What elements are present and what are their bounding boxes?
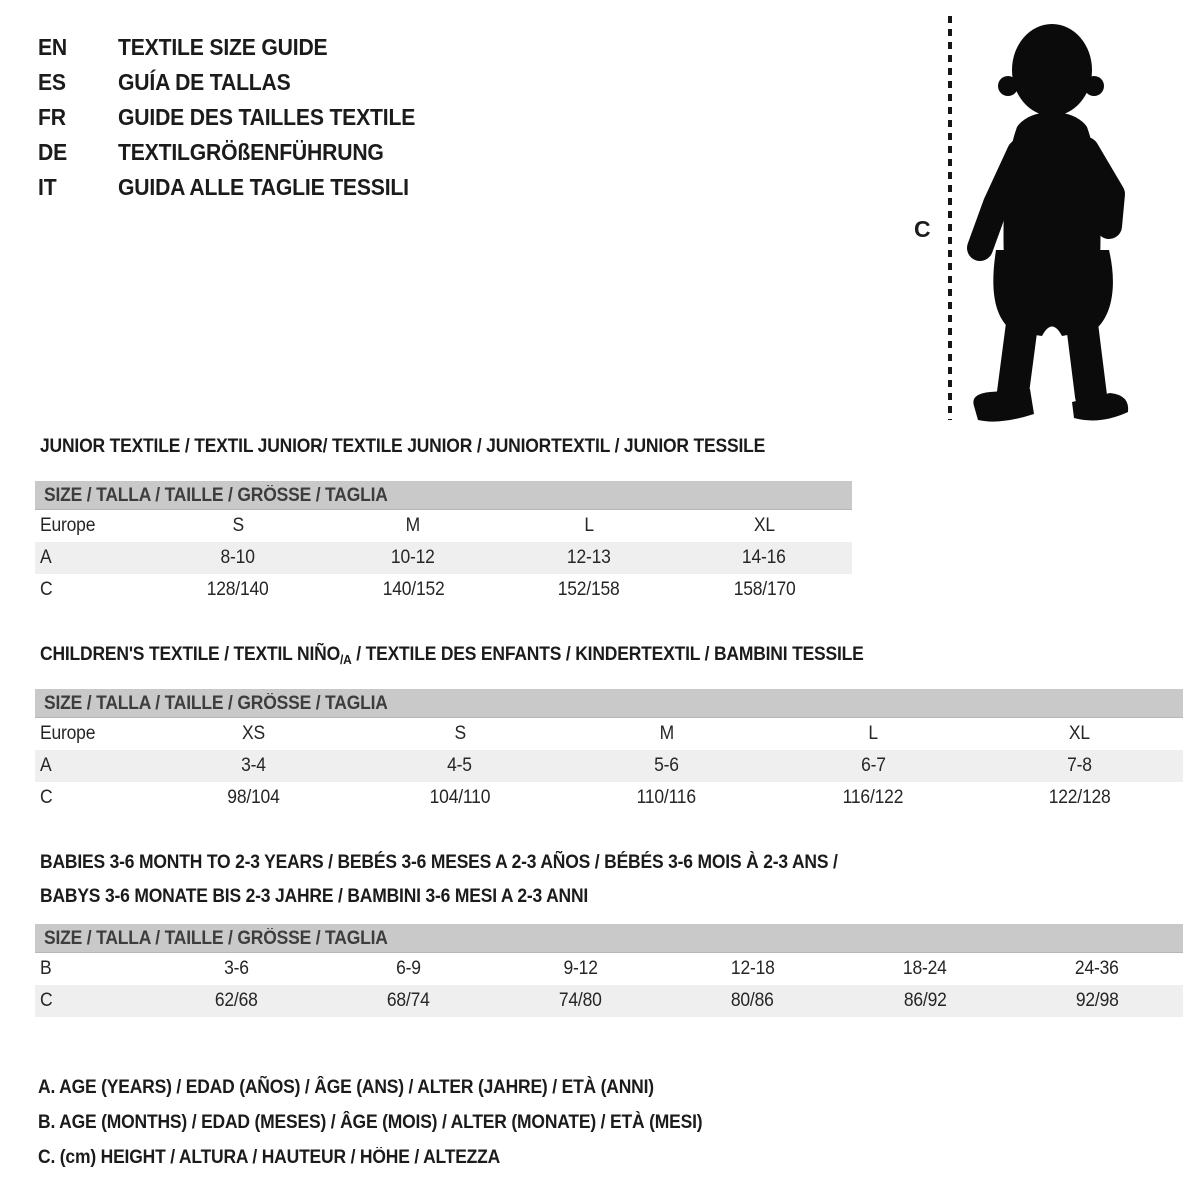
table-cell bbox=[1011, 985, 1183, 1017]
row-label: Europe bbox=[40, 723, 96, 744]
table-cell bbox=[326, 542, 502, 574]
cell-value: 140/152 bbox=[382, 579, 445, 600]
language-title: GUIDE DES TAILLES TEXTILE bbox=[118, 104, 416, 130]
table-cell bbox=[563, 718, 770, 750]
row-label-cell bbox=[35, 718, 150, 750]
cell-value: 110/116 bbox=[636, 787, 697, 808]
language-row bbox=[38, 170, 441, 205]
cell-value: 152/158 bbox=[557, 579, 620, 600]
cell-value: 122/128 bbox=[1048, 787, 1111, 808]
table-row bbox=[35, 542, 852, 574]
language-title: TEXTILE SIZE GUIDE bbox=[118, 34, 328, 60]
size-table bbox=[35, 924, 1183, 1017]
table-cell bbox=[976, 782, 1183, 814]
size-table bbox=[35, 689, 1183, 814]
row-label-cell bbox=[35, 782, 150, 814]
legend-text: C. (cm) HEIGHT / ALTURA / HAUTEUR / HÖHE / ALTEZZA bbox=[38, 1147, 501, 1168]
cell-value: 5-6 bbox=[654, 755, 679, 776]
section-title-line bbox=[40, 436, 852, 457]
table-row bbox=[35, 574, 852, 606]
cell-value: 9-12 bbox=[563, 958, 598, 979]
table-cell bbox=[667, 985, 839, 1017]
section-title-line bbox=[40, 880, 1183, 914]
toddler-head bbox=[1012, 24, 1092, 116]
table-cell bbox=[150, 574, 326, 606]
cell-value: 10-12 bbox=[391, 547, 436, 568]
language-row bbox=[38, 65, 441, 100]
table-cell bbox=[976, 718, 1183, 750]
cell-value: L bbox=[583, 515, 594, 536]
table-cell bbox=[677, 510, 853, 542]
table-cell bbox=[326, 574, 502, 606]
table-row bbox=[35, 718, 1183, 750]
height-measure-dashed-line bbox=[948, 16, 952, 420]
language-title: TEXTILGRÖßENFÜHRUNG bbox=[118, 139, 384, 165]
row-label-cell bbox=[35, 542, 150, 574]
section-title-line bbox=[40, 846, 1183, 880]
table-cell bbox=[326, 510, 502, 542]
size-header-text: SIZE / TALLA / TAILLE / GRÖSSE / TAGLIA bbox=[44, 693, 388, 714]
size-header-bar bbox=[35, 481, 852, 510]
table-cell bbox=[150, 985, 322, 1017]
cell-value: 68/74 bbox=[386, 990, 430, 1011]
language-code: FR bbox=[38, 104, 66, 130]
table-row bbox=[35, 985, 1183, 1017]
table-cell bbox=[1011, 953, 1183, 985]
table-cell bbox=[667, 953, 839, 985]
size-header-bar bbox=[35, 689, 1183, 718]
legend-text: B. AGE (MONTHS) / EDAD (MESES) / ÂGE (MOIS) / ALTER (MONATE) / ETÀ (MESI) bbox=[38, 1112, 703, 1133]
cell-value: 104/110 bbox=[429, 787, 491, 808]
cell-value: 8-10 bbox=[220, 547, 255, 568]
table-cell bbox=[677, 542, 853, 574]
table-cell bbox=[770, 750, 977, 782]
table-cell bbox=[357, 718, 564, 750]
cell-value: 6-9 bbox=[395, 958, 421, 979]
legend-list bbox=[38, 1070, 760, 1175]
section-title bbox=[40, 846, 1183, 914]
size-table bbox=[35, 481, 852, 606]
cell-value: 116/122 bbox=[842, 787, 904, 808]
size-header-text: SIZE / TALLA / TAILLE / GRÖSSE / TAGLIA bbox=[44, 485, 388, 506]
cell-value: S bbox=[231, 515, 244, 536]
table-cell bbox=[501, 542, 677, 574]
row-label: B bbox=[40, 958, 52, 979]
table-cell bbox=[150, 750, 357, 782]
cell-value: 7-8 bbox=[1067, 755, 1093, 776]
size-header-text: SIZE / TALLA / TAILLE / GRÖSSE / TAGLIA bbox=[44, 928, 388, 949]
cell-value: 3-6 bbox=[223, 958, 249, 979]
section-title-text: BABYS 3-6 MONATE BIS 2-3 JAHRE / BAMBINI 3-6 MESI A 2-3 ANNI bbox=[40, 886, 589, 907]
language-row bbox=[38, 100, 441, 135]
table-cell bbox=[976, 750, 1183, 782]
row-label-cell bbox=[35, 750, 150, 782]
figure-area bbox=[880, 10, 1195, 430]
cell-value: 128/140 bbox=[206, 579, 269, 600]
size-table-rows bbox=[35, 953, 1183, 1017]
table-row bbox=[35, 510, 852, 542]
row-label: A bbox=[40, 755, 52, 776]
table-cell bbox=[357, 782, 564, 814]
cell-value: XL bbox=[1069, 723, 1091, 744]
cell-value: M bbox=[406, 515, 421, 536]
height-measure-label: C bbox=[914, 216, 931, 242]
toddler-leg-right bbox=[1082, 324, 1091, 396]
cell-value: 6-7 bbox=[860, 755, 886, 776]
cell-value: 24-36 bbox=[1075, 958, 1119, 979]
cell-value: L bbox=[868, 723, 878, 744]
language-code: DE bbox=[38, 139, 68, 165]
language-row bbox=[38, 135, 441, 170]
section-title-line bbox=[40, 644, 1183, 665]
cell-value: 3-4 bbox=[240, 755, 266, 776]
table-cell bbox=[150, 510, 326, 542]
cell-value: XS bbox=[241, 723, 265, 744]
row-label: Europe bbox=[40, 515, 96, 536]
table-cell bbox=[563, 782, 770, 814]
cell-value: S bbox=[454, 723, 466, 744]
toddler-silhouette-icon bbox=[962, 12, 1157, 427]
section-title-text: JUNIOR TEXTILE / TEXTIL JUNIOR/ TEXTILE JUNIOR / JUNIORTEXTIL / JUNIOR TESSILE bbox=[40, 436, 766, 457]
table-cell bbox=[357, 750, 564, 782]
row-label-cell bbox=[35, 510, 150, 542]
cell-value: 80/86 bbox=[731, 990, 775, 1011]
size-header-bar bbox=[35, 924, 1183, 953]
table-cell bbox=[150, 953, 322, 985]
cell-value: 14-16 bbox=[742, 547, 787, 568]
cell-value: 62/68 bbox=[214, 990, 258, 1011]
row-label: A bbox=[40, 547, 52, 568]
language-code: ES bbox=[38, 69, 66, 95]
cell-value: 74/80 bbox=[559, 990, 602, 1011]
language-code: IT bbox=[38, 174, 57, 200]
table-cell bbox=[322, 953, 494, 985]
legend-item bbox=[38, 1105, 760, 1140]
table-row bbox=[35, 953, 1183, 985]
table-cell bbox=[770, 782, 977, 814]
cell-value: 98/104 bbox=[227, 787, 280, 808]
table-cell bbox=[501, 574, 677, 606]
legend-text: A. AGE (YEARS) / EDAD (AÑOS) / ÂGE (ANS) / ALTER (JAHRE) / ETÀ (ANNI) bbox=[38, 1077, 654, 1098]
cell-value: 86/92 bbox=[903, 990, 947, 1011]
table-cell bbox=[501, 510, 677, 542]
toddler-leg-left bbox=[1012, 324, 1022, 400]
table-cell bbox=[322, 985, 494, 1017]
section-title bbox=[40, 644, 1183, 665]
row-label: C bbox=[40, 787, 53, 808]
language-list bbox=[38, 30, 441, 205]
row-label: C bbox=[40, 579, 53, 600]
section-title-text: / TEXTILE DES ENFANTS / KINDERTEXTIL / BAMBINI TESSILE bbox=[351, 644, 864, 665]
table-cell bbox=[563, 750, 770, 782]
section-title-text-group bbox=[40, 644, 864, 670]
section-junior bbox=[35, 436, 852, 606]
row-label-cell bbox=[35, 574, 150, 606]
cell-value: 158/170 bbox=[733, 579, 796, 600]
section-title-text: BABIES 3-6 MONTH TO 2-3 YEARS / BEBÉS 3-6 MESES A 2-3 AÑOS / BÉBÉS 3-6 MOIS À 2-3 ANS / bbox=[40, 852, 838, 873]
legend-item bbox=[38, 1070, 760, 1105]
section-title bbox=[40, 436, 852, 457]
section-title-subscript: /A bbox=[339, 652, 352, 667]
language-title: GUIDA ALLE TAGLIE TESSILI bbox=[118, 174, 409, 200]
language-code: EN bbox=[38, 34, 68, 60]
table-cell bbox=[494, 953, 666, 985]
cell-value: 12-13 bbox=[566, 547, 611, 568]
language-row bbox=[38, 30, 441, 65]
section-babies bbox=[35, 846, 1183, 1017]
size-table-rows bbox=[35, 718, 1183, 814]
table-cell bbox=[150, 782, 357, 814]
row-label: C bbox=[40, 990, 53, 1011]
cell-value: 4-5 bbox=[447, 755, 473, 776]
table-cell bbox=[770, 718, 977, 750]
table-cell bbox=[150, 542, 326, 574]
cell-value: 12-18 bbox=[730, 958, 775, 979]
table-row bbox=[35, 750, 1183, 782]
legend-item bbox=[38, 1140, 760, 1175]
section-children bbox=[35, 644, 1183, 814]
section-title-text: CHILDREN'S TEXTILE / TEXTIL NIÑO bbox=[40, 644, 340, 665]
language-title: GUÍA DE TALLAS bbox=[118, 69, 291, 95]
cell-value: 18-24 bbox=[902, 958, 947, 979]
cell-value: 92/98 bbox=[1075, 990, 1119, 1011]
cell-value: XL bbox=[753, 515, 775, 536]
table-cell bbox=[677, 574, 853, 606]
cell-value: M bbox=[659, 723, 674, 744]
table-row bbox=[35, 782, 1183, 814]
table-cell bbox=[150, 718, 357, 750]
row-label-cell bbox=[35, 953, 150, 985]
table-cell bbox=[839, 953, 1011, 985]
table-cell bbox=[494, 985, 666, 1017]
row-label-cell bbox=[35, 985, 150, 1017]
size-table-rows bbox=[35, 510, 852, 606]
table-cell bbox=[839, 985, 1011, 1017]
